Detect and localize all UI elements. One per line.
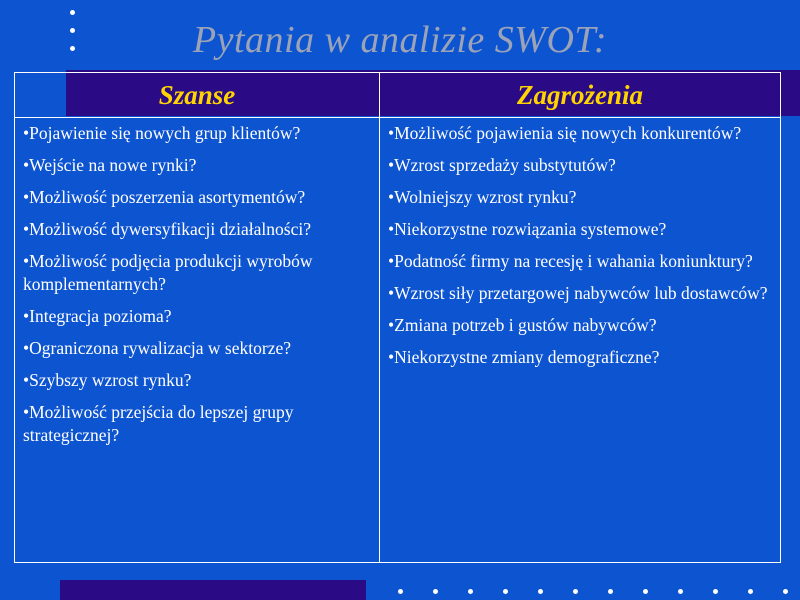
threats-cell [380, 118, 781, 563]
list-item: •Możliwość przejścia do lepszej grupy strategicznej? [23, 402, 294, 445]
header-threats: Zagrożenia [380, 73, 781, 118]
opportunities-cell [15, 118, 380, 563]
decor-dot [713, 589, 718, 594]
decor-dot [503, 589, 508, 594]
list-item: •Możliwość poszerzenia asortymentów? [23, 187, 306, 207]
decor-dot [608, 589, 613, 594]
table-body-row [15, 118, 781, 563]
decor-bar-bottom [60, 580, 366, 600]
decor-dot [573, 589, 578, 594]
swot-table [14, 72, 781, 563]
list-item: •Możliwość pojawienia się nowych konkurentów? [388, 123, 742, 143]
list-item: •Szybszy wzrost rynku? [23, 370, 192, 390]
list-item: •Możliwość podjęcia produkcji wyrobów komplementarnych? [23, 251, 313, 294]
list-item: •Zmiana potrzeb i gustów nabywców? [388, 315, 657, 335]
decor-dot [468, 589, 473, 594]
header-opportunities: Szanse [15, 73, 380, 118]
list-item: •Wolniejszy wzrost rynku? [388, 187, 577, 207]
decor-dot [70, 10, 75, 15]
list-item: •Podatność firmy na recesję i wahania koniunktury? [388, 251, 753, 271]
list-item: •Wejście na nowe rynki? [23, 155, 197, 175]
list-item: •Ograniczona rywalizacja w sektorze? [23, 338, 291, 358]
slide-title: Pytania w analizie SWOT: [192, 19, 608, 61]
decor-dot [538, 589, 543, 594]
decor-dot [783, 589, 788, 594]
table-header-row [15, 73, 781, 118]
decor-dot [643, 589, 648, 594]
decor-dot [398, 589, 403, 594]
list-item: •Wzrost sprzedaży substytutów? [388, 155, 616, 175]
list-item: •Pojawienie się nowych grup klientów? [23, 123, 301, 143]
list-item: •Wzrost siły przetargowej nabywców lub dostawców? [388, 283, 768, 303]
decor-dot [678, 589, 683, 594]
opportunities-list [15, 118, 379, 447]
threats-list [380, 118, 780, 369]
list-item: •Możliwość dywersyfikacji działalności? [23, 219, 311, 239]
decor-dot [748, 589, 753, 594]
list-item: •Integracja pozioma? [23, 306, 172, 326]
list-item: •Niekorzystne zmiany demograficzne? [388, 347, 660, 367]
decor-dot [433, 589, 438, 594]
list-item: •Niekorzystne rozwiązania systemowe? [388, 219, 667, 239]
